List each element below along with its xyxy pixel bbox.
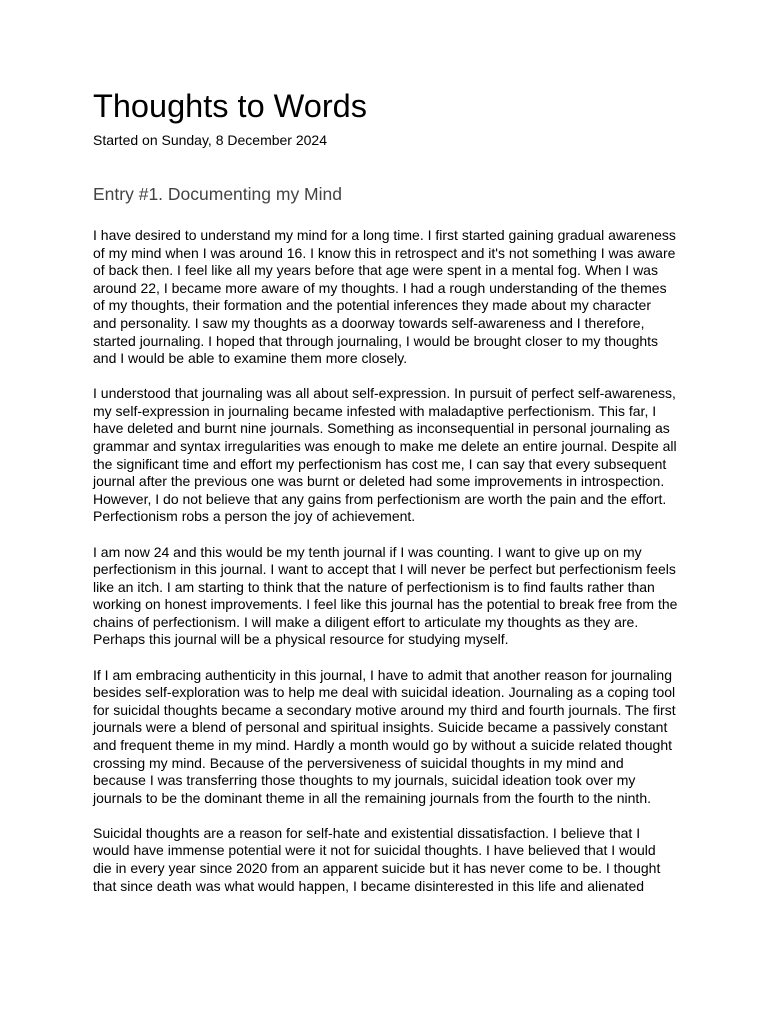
document-title: Thoughts to Words xyxy=(93,88,367,124)
document-subtitle: Started on Sunday, 8 December 2024 xyxy=(93,132,328,148)
entry-paragraph: I am now 24 and this would be my tenth journal if I was counting. I want to give up on my perfectionism in this journal. I want to accept that I will never be perfect but perfectionism feels like an itch. I am starting to think that the nature of perfectionism is to find faults rather than working on honest improvements. I feel like this journal has the potential to break free from the chains of perfectionism. I will make a diligent effort to articulate my thoughts as they are. Perhaps this journal will be a physical resource for studying myself. xyxy=(93,543,678,648)
entry-paragraph: If I am embracing authenticity in this journal, I have to admit that another reason for journaling besides self-exploration was to help me deal with suicidal ideation. Journaling as a coping tool for suicidal thoughts became a secondary motive around my third and fourth journals. The first journals were a blend of personal and spiritual insights. Suicide became a passively constant and frequent theme in my mind. Hardly a month would go by without a suicide related thought crossing my mind. Because of the perversiveness of suicidal thoughts in my mind and because I was transferring those thoughts to my journals, suicidal ideation took over my journals to be the dominant theme in all the remaining journals from the fourth to the ninth. xyxy=(93,666,676,806)
entry-paragraph: I understood that journaling was all about self-expression. In pursuit of perfect self-awareness, my self-expression in journaling became infested with maladaptive perfectionism. This far, I have deleted and burnt nine journals. Something as inconsequential in personal journaling as grammar and syntax irregularities was enough to make me delete an entire journal. Despite all the significant time and effort my perfectionism has cost me, I can say that every subsequent journal after the previous one was burnt or deleted had some improvements in introspection. However, I do not believe that any gains from perfectionism are worth the pain and the effort. Perfectionism robs a person the joy of achievement. xyxy=(93,385,677,525)
entry-paragraph: Suicidal thoughts are a reason for self-hate and existential dissatisfaction. I believe that I would have immense potential were it not for suicidal thoughts. I have believed that I would die in every year since 2020 from an apparent suicide but it has never come to be. I thought that since death was what would happen, I became disinterested in this life and alienated xyxy=(93,824,661,894)
entry-body xyxy=(93,227,678,895)
entry-heading: Entry #1. Documenting my Mind xyxy=(93,184,342,204)
entry-paragraph: I have desired to understand my mind for a long time. I first started gaining gradual awareness of my mind when I was around 16. I know this in retrospect and it's not something I was aware of back then. I feel like all my years before that age were spent in a mental fog. When I was around 22, I became more aware of my thoughts. I had a rough understanding of the themes of my thoughts, their formation and the potential inferences they made about my character and personality. I saw my thoughts as a doorway towards self-awareness and I therefore, started journaling. I hoped that through journaling, I would be brought closer to my thoughts and I would be able to examine them more closely. xyxy=(93,227,676,367)
document-page xyxy=(93,86,678,913)
